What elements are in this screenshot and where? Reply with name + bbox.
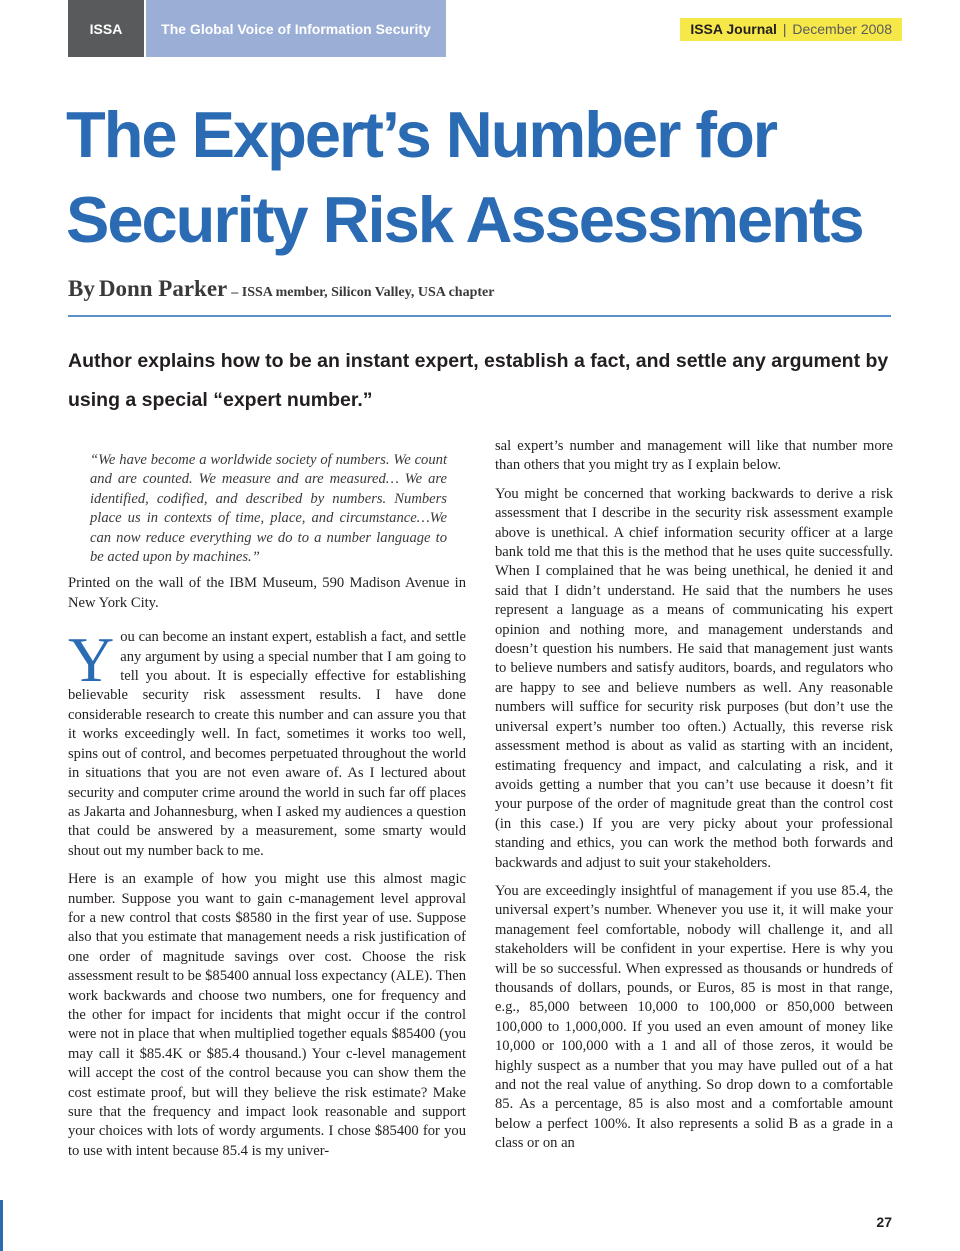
author-affiliation: – ISSA member, Silicon Valley, USA chapter: [231, 285, 495, 300]
paragraph-1: [68, 624, 466, 861]
title-divider: [68, 315, 891, 317]
article-deck: Author explains how to be an instant expert, establish a fact, and settle any argument by using a special “expert number.”: [68, 350, 889, 411]
paragraph-2: Here is an example of how you might use this almost magic number. Suppose you want to gain c-management level approval for a new control that costs $8580 in the first year of use. Suppose also that you estimate that management needs a risk justification of one order of magnitude savings over cost. Choose the risk assessment result to be $85400 annual loss expectancy (ALE). Then work backwards and choose two numbers, one for frequency and the other for impact for incidents that might occur if the control were not in place that when multiplied together equals $85400 (you may call it $85.4K or $85.4 thousand.) Your c-level management will accept the cost of the control because you can show them the cost estimate proof, but will they believe the risk estimate? Make sure that the frequency and impact look reasonable and support your choices with lots of wordy arguments. I chose $85400 for you to use with intent because 85.4 is my univer-: [68, 871, 466, 1159]
article-title: The Expert’s Number for Security Risk Assessments: [66, 98, 863, 256]
issue-date: December 2008: [792, 21, 892, 37]
author-name: Donn Parker: [98, 276, 228, 301]
column-right: [495, 437, 893, 1163]
column-left: [68, 451, 466, 1170]
header-journal-date: [680, 18, 902, 41]
header-separator: |: [782, 21, 787, 37]
byline: [68, 276, 494, 302]
journal-name: ISSA Journal: [690, 21, 777, 37]
drop-cap: Y: [68, 624, 115, 696]
header-section-label: ISSA: [68, 0, 144, 57]
paragraph-4: You might be concerned that working backwards to derive a risk assessment that I describe in the security risk assessment example above is unethical. A chief information security officer at a large bank told me that this is the method that he uses quite successfully. When I complained that he was being unethical, he denied it and said that I didn’t understand. He said that the numbers he uses represent a language as a means of communicating his expert opinion and nothing more, and management understands and doesn’t question his numbers. He said that management just wants to believe numbers and satisfy auditors, boards, and regulators who are happy to see and believe numbers as well. Any reasonable numbers will suffice for security risk purposes (but don’t use the universal expert’s number too often.) Actually, this reverse risk assessment method is about as valid as starting with an incident, estimating frequency and impact, and calculating a risk, and it avoids getting a number that you can’t use because it doesn’t fit your purpose of the order of magnitude great than the control cost (in this case.) If you are very picky about your professional standing and ethics, you can work the method both forwards and backwards and adjust to suit your stakeholders.: [495, 485, 893, 871]
epigraph-source: Printed on the wall of the IBM Museum, 590 Madison Avenue in New York City.: [68, 575, 466, 611]
byline-prefix: By: [68, 276, 95, 301]
margin-marker: [0, 1200, 3, 1251]
header-tagline: The Global Voice of Information Security: [146, 0, 446, 57]
epigraph-quote: “We have become a worldwide society of numbers. We count and are counted. We measure and are measured… We are identified, codified, and described by numbers. Numbers place us in contexts of time, place, and circumstance…We can now reduce everything we do to a number language to be acted upon by machines.”: [90, 452, 447, 566]
paragraph-1-text: ou can become an instant expert, establish a fact, and settle any argument by using a special number that I am going to tell you about. It is especially effective for establishing believable security risk assessment results. I have done considerable research to create this number and can assure you that it works exceedingly well. In fact, sometimes it works too well, spins out of control, and becomes perpetuated throughout the world in situations that you are not even aware of. As I lectured about security and computer crime around the world in such far off places as Jakarta and Johannesburg, when I asked my audiences a question that could be answered by a measurement, some smarty would shout out my number back to me.: [68, 629, 466, 859]
paragraph-5: You are exceedingly insightful of management if you use 85.4, the universal expert’s number. Whenever you use it, it will make your management feel comfortable, nobody will challenge it, and all stakeholders will be confident in your expertise. Here is why you will be so successful. When expressed as thousands or hundreds of thousands of dollars, pounds, or Euros, 85 is most in that range, e.g., 85,000 between 10,000 to 100,000 or 850,000 between 100,000 to 1,000,000. If you used an even amount of money like 10,000 or 100,000 with a 1 and all of those zeros, it would be highly suspect as a number that you may have pulled out of a hat and not the real value of anything. So drop down to a comfortable 85. As a percentage, 85 is also most and a comfortable amount below a perfect 100%. It also represents a solid B as a grade in a class or on an: [495, 882, 893, 1152]
paragraph-3: sal expert’s number and management will like that number more than others that you might try as I explain below.: [495, 438, 893, 474]
page-number: 27: [876, 1214, 892, 1230]
